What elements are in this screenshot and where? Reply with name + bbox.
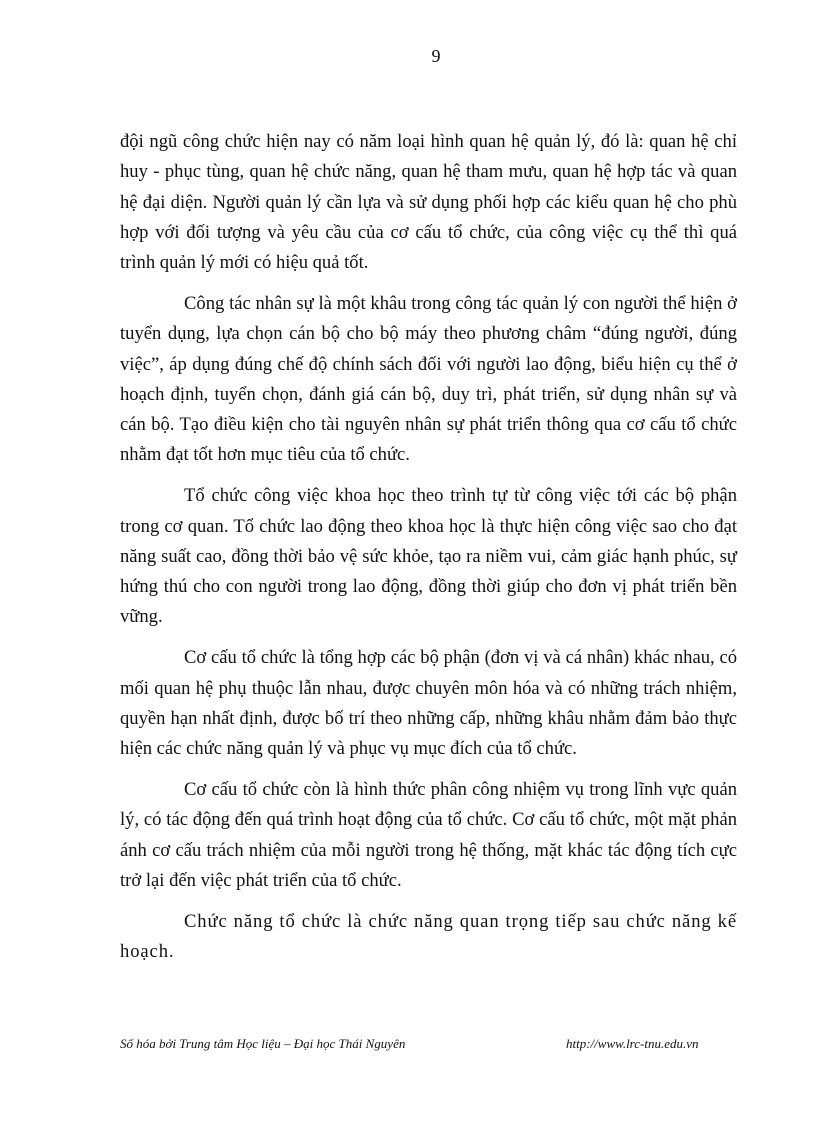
paragraph-6: Chức năng tổ chức là chức năng quan trọng tiếp sau chức năng kế hoạch. xyxy=(120,910,737,962)
page-number: 9 xyxy=(431,46,441,66)
paragraph-2: Công tác nhân sự là một khâu trong công tác quản lý con người thể hiện ở tuyển dụng, lựa chọn cán bộ cho bộ máy theo phương châm “đúng người, đúng việc”, áp dụng đúng chế độ chính sách đối với người lao động, biểu hiện cụ thể ở hoạch định, tuyển chọn, đánh giá cán bộ, duy trì, phát triển, sử dụng nhân sự và cán bộ. Tạo điều kiện cho tài nguyên nhân sự phát triển thông qua cơ cấu tổ chức nhằm đạt tốt hơn mục tiêu của tổ chức. xyxy=(120,292,737,466)
footer-url: http://www.lrc-tnu.edu.vn xyxy=(566,1036,699,1051)
paragraph-4: Cơ cấu tổ chức là tổng hợp các bộ phận (đơn vị và cá nhân) khác nhau, có mối quan hệ phụ thuộc lẫn nhau, được chuyên môn hóa và có những trách nhiệm, quyền hạn nhất định, được bố trí theo những cấp, những khâu nhằm đảm bảo thực hiện các chức năng quản lý và phục vụ mục đích của tổ chức. xyxy=(120,647,737,760)
paragraph-1: đội ngũ công chức hiện nay có năm loại hình quan hệ quản lý, đó là: quan hệ chỉ huy - phục tùng, quan hệ chức năng, quan hệ tham mưu, quan hệ hợp tác và quan hệ đại diện. Người quản lý cần lựa và sử dụng phối hợp các kiểu quan hệ cho phù hợp với đối tượng và yêu cầu của cơ cấu tổ chức, của công việc cụ thể thì quá trình quản lý mới có hiệu quả tốt. xyxy=(120,131,737,274)
footer-source-text: Số hóa bởi Trung tâm Học liệu – Đại học Thái Nguyên xyxy=(120,1036,406,1051)
paragraph-3: Tổ chức công việc khoa học theo trình tự từ công việc tới các bộ phận trong cơ quan. Tổ chức lao động theo khoa học là thực hiện công việc sao cho đạt năng suất cao, đồng thời bảo vệ sức khỏe, tạo ra niềm vui, cảm giác hạnh phúc, sự hứng thú cho con người trong lao động, đồng thời giúp cho đơn vị phát triển bền vững. xyxy=(120,485,737,628)
paragraph-5: Cơ cấu tổ chức còn là hình thức phân công nhiệm vụ trong lĩnh vực quản lý, có tác động đến quá trình hoạt động của tổ chức. Cơ cấu tổ chức, một mặt phản ánh cơ cấu trách nhiệm của mỗi người trong hệ thống, mặt khác tác động tích cực trở lại đến việc phát triển của tổ chức. xyxy=(120,778,737,891)
page-footer xyxy=(120,1036,720,1056)
body-text xyxy=(120,127,737,978)
